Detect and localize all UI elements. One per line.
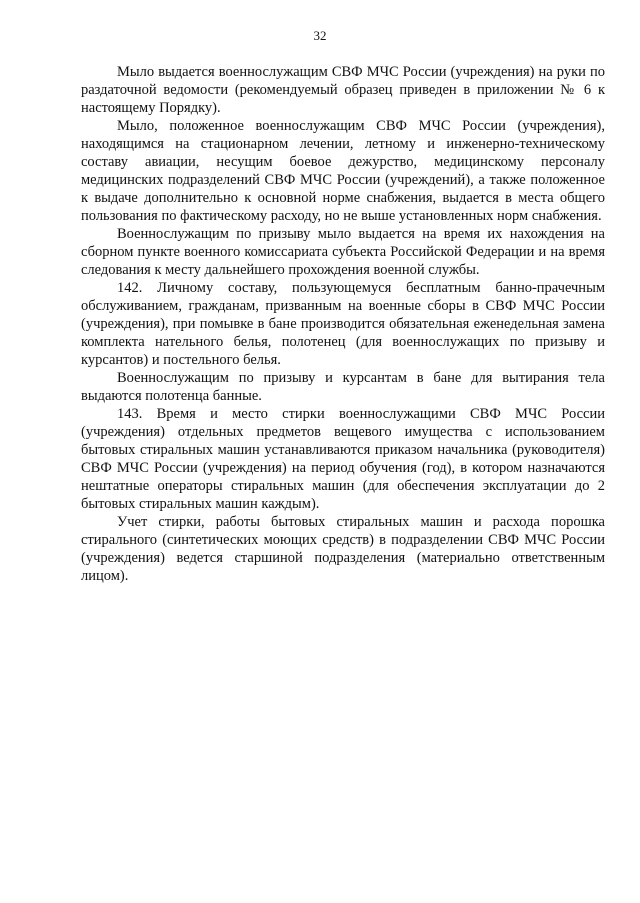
paragraph-soap-common-use: Мыло, положенное военнослужащим СВФ МЧС России (учреждения), находящимся на стационарном лечении, летному и инженерно-техническому составу авиации, несущим боевое дежурство, медицинскому персоналу медицинских подразделений СВФ МЧС России (учреждений), а также положенное к выдаче дополнительно к основной норме снабжения, выдается в места общего пользования по фактическому расходу, но не выше установленных норм снабжения. — [81, 118, 605, 224]
page-number: 32 — [313, 28, 327, 43]
paragraph-bath-towels: Военнослужащим по призыву и курсантам в бане для вытирания тела выдаются полотенца банные. — [81, 370, 605, 404]
document-body — [81, 63, 605, 585]
paragraph-142-linen-replacement: 142. Личному составу, пользующемуся бесплатным банно-прачечным обслуживанием, гражданам, призванным на военные сборы в СВФ МЧС России (учреждения), при помывке в бане производится обязательная еженедельная замена комплекта нательного белья, полотенец (для военнослужащих по призыву и курсантов) и постельного белья. — [81, 280, 605, 368]
paragraph-143-washing-schedule: 143. Время и место стирки военнослужащими СВФ МЧС России (учреждения) отдельных предметов вещевого имущества с использованием бытовых стиральных машин устанавливаются приказом начальника (руководителя) СВФ МЧС России (учреждения) на период обучения (год), в котором назначаются нештатные операторы стиральных машин (для обеспечения эксплуатации до 2 бытовых стиральных машин каждым). — [81, 406, 605, 512]
paragraph-washing-accounting: Учет стирки, работы бытовых стиральных машин и расхода порошка стирального (синтетических моющих средств) в подразделении СВФ МЧС России (учреждения) ведется старшиной подразделения (материально ответственным лицом). — [81, 514, 605, 584]
paragraph-soap-issue: Мыло выдается военнослужащим СВФ МЧС России (учреждения) на руки по раздаточной ведомости (рекомендуемый образец приведен в приложении № 6 к настоящему Порядку). — [81, 64, 605, 116]
paragraph-soap-conscripts: Военнослужащим по призыву мыло выдается на время их нахождения на сборном пункте военного комиссариата субъекта Российской Федерации и на время следования к месту дальнейшего прохождения военной службы. — [81, 226, 605, 278]
